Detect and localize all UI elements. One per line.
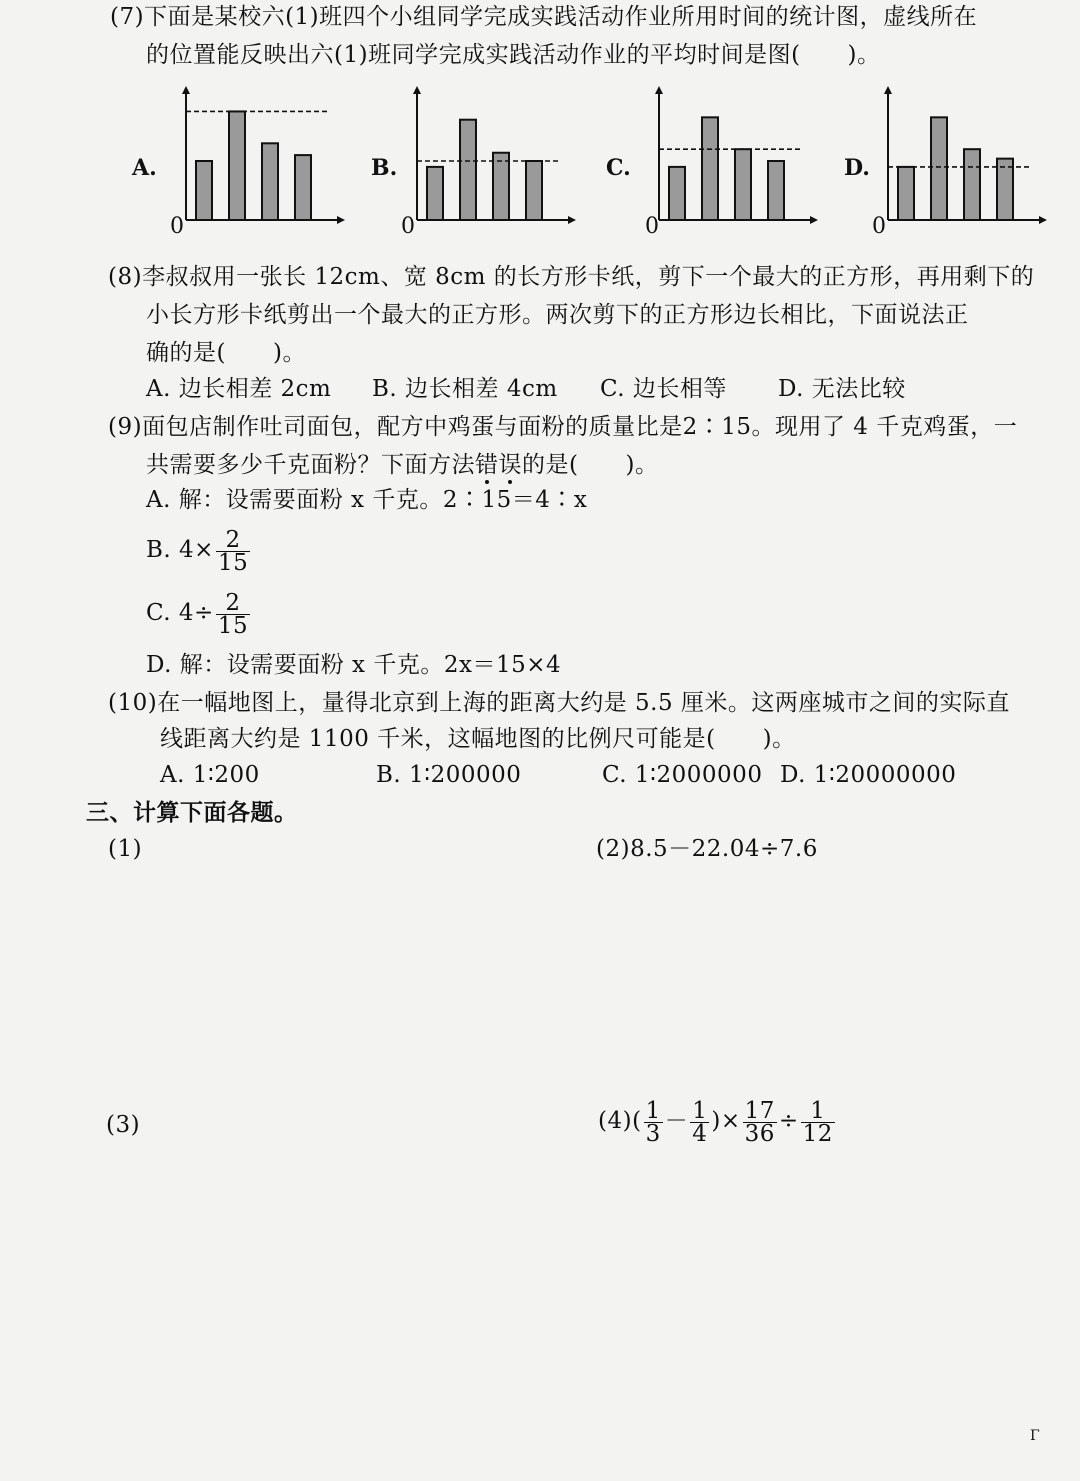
chart-bar xyxy=(768,161,784,220)
y-axis-arrow-icon xyxy=(413,86,421,94)
chart-bar xyxy=(898,167,914,220)
chart-b-label: B. xyxy=(371,155,398,181)
p4-fraction-2 xyxy=(690,1097,709,1147)
chart-c-zero: 0 xyxy=(645,214,659,239)
section3-problem-4 xyxy=(598,1096,837,1146)
chart-bar xyxy=(427,167,443,220)
section3-problem-3: (3) xyxy=(106,1112,141,1138)
fraction-denominator: 15 xyxy=(217,549,249,576)
q10-option-d: D. 1∶20000000 xyxy=(780,762,957,788)
q9-option-d: D. 解：设需要面粉 x 千克。2x＝15×4 xyxy=(146,652,562,678)
corner-crop-mark: Γ xyxy=(1030,1428,1040,1444)
chart-a-zero: 0 xyxy=(170,214,184,239)
chart-bar xyxy=(964,149,980,220)
chart-bar xyxy=(702,117,718,220)
p4-fraction-4 xyxy=(801,1097,835,1147)
chart-bar xyxy=(997,159,1013,220)
q9-emphasis-char-1: 错 xyxy=(475,452,499,478)
chart-bar xyxy=(295,155,311,220)
p4-fraction-3 xyxy=(743,1097,777,1147)
q8-text-line2: 小长方形卡纸剪出一个最大的正方形。两次剪下的正方形边长相比，下面说法正 xyxy=(146,302,969,328)
chart-bar xyxy=(460,120,476,220)
q9-option-b xyxy=(146,526,252,574)
fraction-numerator: 17 xyxy=(744,1097,775,1124)
fraction-denominator: 3 xyxy=(645,1120,661,1147)
fraction-numerator: 2 xyxy=(216,529,250,552)
q9-option-b-prefix: B. 4× xyxy=(146,537,214,563)
chart-b xyxy=(413,86,583,226)
chart-d-zero: 0 xyxy=(872,214,886,239)
q7-text-line1: (7)下面是某校六(1)班四个小组同学完成实践活动作业所用时间的统计图，虚线所在 xyxy=(110,4,978,30)
p4-open-paren: (4)( xyxy=(598,1108,642,1134)
chart-d xyxy=(884,86,1054,226)
q8-text-line1: (8)李叔叔用一张长 12cm、宽 8cm 的长方形卡纸，剪下一个最大的正方形，再用剩下的 xyxy=(108,264,1035,290)
chart-a xyxy=(182,86,352,226)
q10-option-a: A. 1∶200 xyxy=(160,762,260,788)
q9-emphasis-char-2: 误 xyxy=(498,452,522,478)
section3-problem-2: (2)8.5－22.04÷7.6 xyxy=(596,836,818,862)
q8-option-a: A. 边长相差 2cm xyxy=(146,376,332,402)
chart-bar xyxy=(735,149,751,220)
chart-d-label: D. xyxy=(844,155,870,181)
q9-line2-part-a: 共需要多少千克面粉？下面方法 xyxy=(146,452,475,478)
fraction-denominator: 12 xyxy=(802,1120,833,1147)
chart-b-zero: 0 xyxy=(401,214,415,239)
fraction-numerator: 1 xyxy=(645,1097,661,1124)
chart-bar xyxy=(931,117,947,220)
q9-option-c xyxy=(146,589,252,637)
q9-option-b-fraction xyxy=(216,526,250,576)
q9-option-c-prefix: C. 4÷ xyxy=(146,600,214,626)
fraction-numerator: 1 xyxy=(692,1097,708,1124)
q9-option-c-fraction xyxy=(216,589,250,639)
q10-text-line2: 线距离大约是 1100 千米，这幅地图的比例尺可能是( )。 xyxy=(160,726,796,752)
chart-bar xyxy=(262,143,278,220)
y-axis-arrow-icon xyxy=(182,86,190,94)
p4-times: )× xyxy=(711,1108,741,1134)
x-axis-arrow-icon xyxy=(810,216,818,224)
x-axis-arrow-icon xyxy=(337,216,345,224)
chart-bar xyxy=(196,161,212,220)
section3-heading: 三、计算下面各题。 xyxy=(86,799,298,826)
y-axis-arrow-icon xyxy=(884,86,892,94)
q8-option-c: C. 边长相等 xyxy=(600,376,727,402)
p4-minus: － xyxy=(664,1108,689,1134)
fraction-numerator: 1 xyxy=(801,1100,835,1123)
q10-text-line1: (10)在一幅地图上，量得北京到上海的距离大约是 5.5 厘米。这两座城市之间的实际直 xyxy=(108,690,1010,716)
chart-c-label: C. xyxy=(606,155,631,181)
p4-fraction-1 xyxy=(644,1097,663,1147)
q8-option-d: D. 无法比较 xyxy=(778,376,906,402)
x-axis-arrow-icon xyxy=(568,216,576,224)
p4-divide: ÷ xyxy=(778,1108,799,1134)
y-axis-arrow-icon xyxy=(655,86,663,94)
chart-bar xyxy=(669,167,685,220)
q9-text-line2 xyxy=(146,450,658,480)
q7-text-line2: 的位置能反映出六(1)班同学完成实践活动作业的平均时间是图( )。 xyxy=(146,42,881,68)
q9-option-a: A. 解：设需要面粉 x 千克。2∶15＝4∶x xyxy=(146,487,588,513)
fraction-numerator: 2 xyxy=(216,592,250,615)
chart-c xyxy=(655,86,825,226)
fraction-denominator: 36 xyxy=(744,1120,775,1147)
chart-bar xyxy=(229,111,245,220)
fraction-denominator: 4 xyxy=(692,1120,708,1147)
chart-bar xyxy=(526,161,542,220)
x-axis-arrow-icon xyxy=(1039,216,1047,224)
section3-problem-1: (1) xyxy=(108,836,143,862)
q10-option-c: C. 1∶2000000 xyxy=(602,762,763,788)
chart-a-label: A. xyxy=(132,155,157,181)
fraction-denominator: 15 xyxy=(217,612,249,639)
q8-text-line3: 确的是( )。 xyxy=(146,340,306,366)
q9-line2-part-b: 的是( )。 xyxy=(522,452,659,478)
q9-text-line1: (9)面包店制作吐司面包，配方中鸡蛋与面粉的质量比是2∶15。现用了 4 千克鸡蛋，一 xyxy=(108,414,1018,440)
q8-option-b: B. 边长相差 4cm xyxy=(372,376,558,402)
q10-option-b: B. 1∶200000 xyxy=(376,762,522,788)
chart-bar xyxy=(493,153,509,220)
